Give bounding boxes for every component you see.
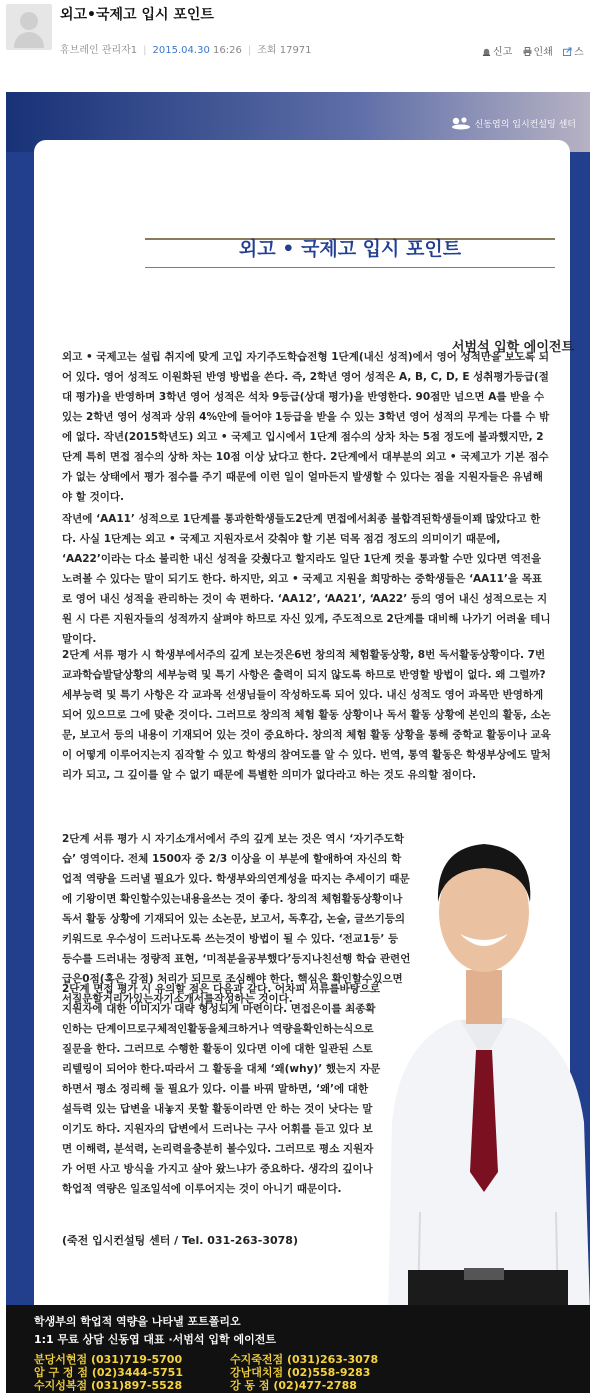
article-paragraph: 2단계 서류 평가 시 자기소개서에서 주의 깊게 보는 것은 역시 ‘자기주도학습’ 영역이다. 전체 1500자 중 2/3 이상을 이 부분에 할애하여 자신의 학업적 역량을 드러낼 필요가 있다. 학생부와의연계성을 따지는 추세이기 때문에 기왕이면 확인할수있는내용을쓰는 것이 좋다. 창의적 체험활동상황이나 독서 활동 상황에 기재되어 있는 소논문, 보고서, 독후감, 논술, 글쓰기등의키워드로 우수성이 드러나도록 쓰는것이 방법이 될 수 있다. ‘전교1등’ 등 등수를 드러내는 정량적 표현, ‘미적분을공부했다’등지나친선행 학습 관련언급은0점(혹은 감점) 처리가 되므로 조심해야 한다. 핵심은 확인할수있으면서질문할거리가있는자기소개서를작성하는 것이다. (62, 833, 411, 1005)
post-date: 2015.04.30 (152, 45, 210, 56)
contact-line: (죽전 입시컨설팅 센터 / Tel. 031-263-3078) (62, 1234, 298, 1247)
branch-item: 수지죽전점 (031)263-3078 (230, 1353, 379, 1366)
promo-footer (6, 1305, 590, 1393)
article-paragraph: 작년에 ‘AA11’ 성적으로 1단계를 통과한학생들도2단계 면접에서최종 불합격된학생들이꽤 많았다고 한다. 사실 1단계는 외고 • 국제고 지원자로서 갖춰야 할 기본 덕목 점검 정도의 의미이기 때문에, ‘AA22’이라는 다소 불리한 내신 성적을 갖췄다고 할지라도 일단 1단계 컷을 통과할 수만 있다면 역전을 노려볼 수 있다는 말이 되기도 한다. 하지만, 외고 • 국제고 지원을 희망하는 중학생들은 ‘AA11’을 목표로 영어 내신 성적을 관리하는 것이 속 편하다. ‘AA12’, ‘AA21’, ‘AA22’ 등의 영어 내신 성적으로는 지원 시 다른 지원자들의 성적까지 살펴야 하므로 자신 있게, 주도적으로 2단계를 대비해 나가기 어려울 테니 말이다. (62, 513, 551, 645)
footer-consult: 1:1 무료 상담 신동엽 대표 ·서범석 입학 에이전트 (34, 1333, 276, 1346)
post-meta: 휴브레인 관리자1 | 2015.04.30 16:26 | 조회 17971 (60, 45, 312, 56)
consultant-photo (378, 792, 590, 1312)
footer-tagline: 학생부의 학업적 역량을 나타낼 포트폴리오 (34, 1315, 241, 1328)
brand-name: 신동엽의 입시컨설팅 센터 (474, 120, 576, 130)
branch-item: 압 구 정 점 (02)3444-5751 (34, 1366, 183, 1379)
brand-mark (450, 116, 576, 130)
post-actions (482, 43, 591, 58)
article-headline: 외고 • 국제고 입시 포인트 (238, 238, 462, 260)
avatar[interactable] (6, 4, 52, 50)
print-label: 인쇄 (533, 47, 553, 58)
report-label: 신고 (493, 47, 513, 58)
siren-icon (482, 47, 491, 56)
branch-item: 수지성복점 (031)897-5528 (34, 1379, 183, 1392)
post-header (0, 0, 596, 88)
article-paragraph: 2단계 면접 평가 시 유의할 점은 다음과 같다. 어차피 서류를바탕으로지원자에 대한 이미지가 대략 형성되게 마련이다. 면접은이를 최종확인하는 단계이므로구체적인활동을체크하거나 역량을확인하는식으로 질문을 한다. 그러므로 수행한 활동이 있다면 이에 대한 일관된 스토리텔링이 되어야 한다.따라서 그 활동을 대체 ‘왜(why)’ 했는지 자문하면서 평소 정리해 둘 필요가 있다. 이를 바꿔 말하면, ‘왜’에 대한 설득력 있는 답변을 내놓지 못할 활동이라면 안 하는 것이 낫다는 말이기도 하다. 지원자의 답변에서 드러나는 구사 어휘를 듣고 있다 보면 이해력, 분석력, 논리력을충분히 볼수있다. 그러므로 평소 지원자가 어떤 사고 방식을 가지고 살아 왔느냐가 중요하다. 생각의 깊이나 학업적 역량은 일조일석에 이루어지는 것이 아니기 때문이다. (62, 983, 381, 1195)
post-title: 외고•국제고 입시 포인트 (60, 7, 214, 23)
author-name[interactable]: 휴브레인 관리자1 (60, 45, 138, 56)
report-button[interactable] (482, 47, 512, 58)
branch-item: 강남대치점 (02)558-9283 (230, 1366, 371, 1379)
article-paragraph: 2단계 서류 평가 시 학생부에서주의 깊게 보는것은6번 창의적 체험활동상황, 8번 독서활동상황이다. 7번 교과학습발달상황의 세부능력 및 특기 사항은 출력이 되지 않도록 하므로 반영할 방법이 없다. 왜 그럴까? 세부능력 및 특기 사항은 각 교과목 선생님들이 작성하도록 되어 있다. 내신 성적도 영어 과목만 반영하게 되어 있으므로 그에 맞춘 것이다. 그러므로 창의적 체험 활동 상황이나 독서 활동 상황에 본인의 활동, 소논문, 보고서 등의 내용이 기재되어 있는 것이 중요하다. 창의적 체험 활동 상황을 통해 중학교 활동이나 교육이 어떻게 이루어지는지 짐작할 수 있고 학생의 참여도를 알 수 있다. 번역, 통역 활동은 학생부상에도 말처리가 되고, 그 깊이를 알 수 없기 때문에 특별한 의미가 없다라고 하는 것도 유의할 점이다. (62, 649, 551, 781)
post-time: 16:26 (213, 45, 242, 56)
branch-item: 강 동 점 (02)477-2788 (230, 1379, 357, 1392)
share-button[interactable] (563, 47, 584, 58)
article-poster (6, 92, 590, 1393)
brand-logo-icon (450, 116, 472, 130)
headline-rule-bottom (145, 267, 555, 268)
printer-icon (523, 47, 532, 56)
article-byline: 서범석 입학 에이전트 (451, 340, 574, 355)
share-label: 스 (574, 47, 584, 58)
views-count: 17971 (279, 45, 312, 56)
article-paragraph: 외고 • 국제고는 설립 취지에 맞게 고입 자기주도학습전형 1단계(내신 성적)에서 영어 성적만을 보도록 되어 있다. 영어 성적도 이원화된 반영 방법을 쓴다. 즉, 2학년 영어 성적은 A, B, C, D, E 성취평가등급(절대 평가)을 반영하며 3학년 영어 성적은 석차 9등급(상대 평가)을 반영한다. 90점만 넘으면 A를 받을 수 있는 2학년 영어 성적과 상위 4%안에 들어야 1등급을 받을 수 있는 3학년 영어 성적의 무게는 다를 수 밖에 없다. 작년(2015학년도) 외고 • 국제고 입시에서 1단계 점수의 상차 차는 5점 정도에 불과했지만, 2단계 특히 면접 점수의 상하 차는 10점 이상 났다고 한다. 2단계에서 대부분의 외고 • 국제고가 기본 점수가 없는 상태에서 평가 점수를 주기 때문에 이런 일이 얼마든지 발생할 수 있다는 점을 지원자들은 유념해야 할 것이다. (62, 351, 550, 503)
share-icon (563, 47, 572, 56)
branch-item: 분당서현점 (031)719-5700 (34, 1353, 183, 1366)
print-button[interactable] (523, 47, 553, 58)
views-label: 조회 (257, 45, 277, 56)
